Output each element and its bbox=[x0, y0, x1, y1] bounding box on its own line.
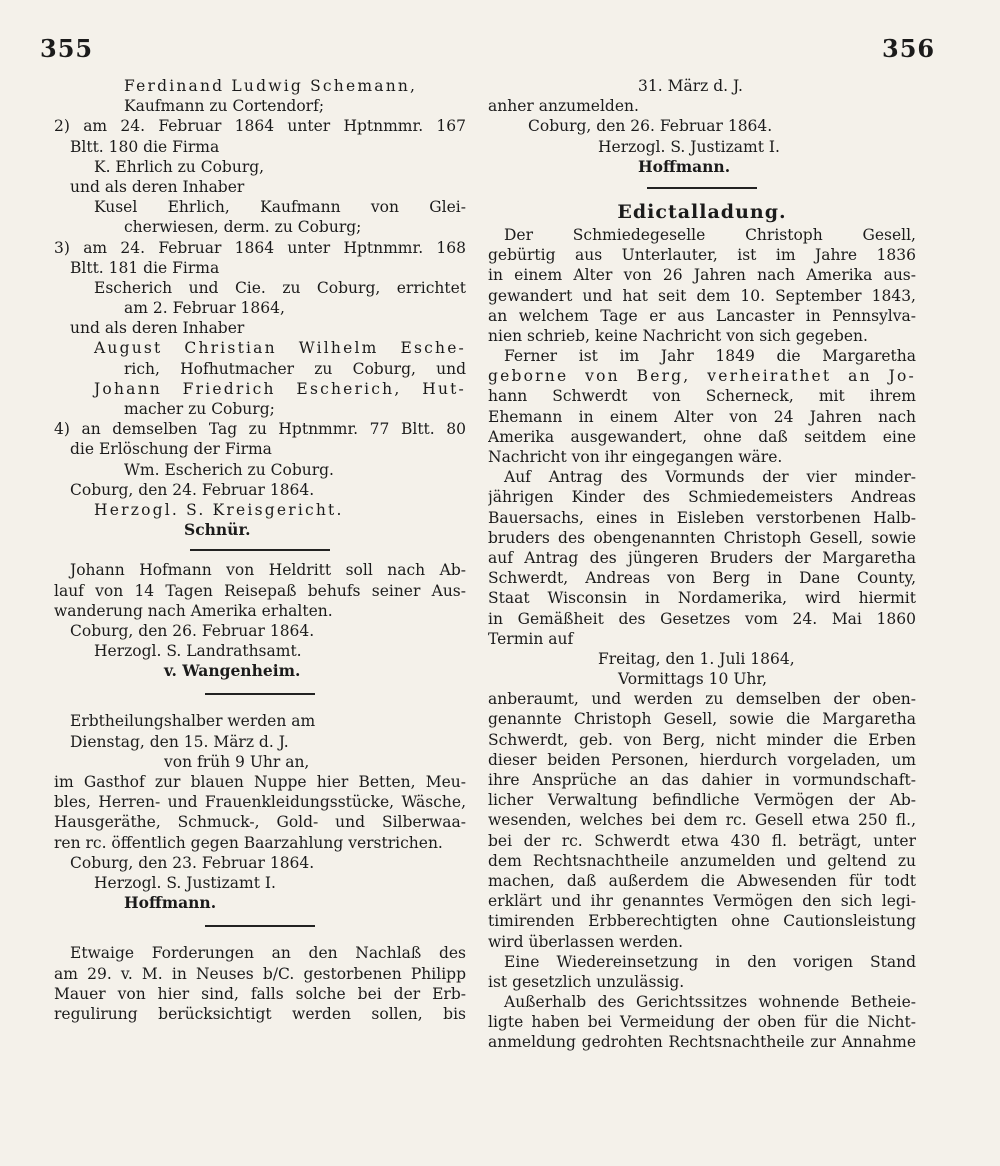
text-line: Ferner ist im Jahr 1849 die Margaretha bbox=[504, 347, 916, 366]
text-line: macher zu Coburg; bbox=[124, 400, 275, 418]
text-line: geborne von Berg, verheirathet an Jo- bbox=[488, 367, 916, 386]
text-line: Schnür. bbox=[184, 520, 251, 540]
text-line: Staat Wisconsin in Nordamerika, wird hiermit bbox=[488, 589, 916, 608]
auction-notice bbox=[54, 711, 466, 913]
text-line: Erbtheilungshalber werden am bbox=[70, 712, 316, 731]
claims-deadline: 31. März d. J. bbox=[638, 77, 743, 95]
notice-date: Coburg, den 26. Februar 1864. bbox=[70, 621, 315, 640]
text-line: 4) an demselben Tag zu Hptnmmr. 77 Bltt. 80 bbox=[54, 420, 466, 439]
text-line: und als deren Inhaber bbox=[70, 177, 245, 196]
text-line: erklärt und ihr genanntes Vermögen den sich legi- bbox=[488, 892, 916, 911]
text-line: am 2. Februar 1864, bbox=[124, 299, 285, 318]
text-line: und als deren Inhaber bbox=[70, 319, 245, 338]
text-line: die Erlöschung der Firma bbox=[70, 440, 272, 459]
text-line: ren rc. öffentlich gegen Baarzahlung verstrichen. bbox=[54, 833, 443, 852]
text-line: ihre Ansprüche an das dahier in vormundschaft- bbox=[488, 771, 916, 789]
text-line: auf Antrag des jüngeren Bruders der Margaretha bbox=[488, 548, 916, 567]
text-line: dem Rechtsnachtheile anzumelden und geltend zu bbox=[488, 851, 916, 870]
text-line: gebürtig aus Unterlauter, ist im Jahre 1836 bbox=[488, 246, 916, 265]
claims-line: anher anzumelden. bbox=[488, 97, 639, 116]
text-line: Eine Wiedereinsetzung in den vorigen Stand bbox=[504, 952, 916, 971]
notice-office: Herzogl. S. Landrathsamt. bbox=[94, 642, 302, 661]
commercial-register-entries bbox=[54, 76, 466, 540]
claims-notice-continued bbox=[488, 76, 916, 177]
text-line: Ferdinand Ludwig Schemann, bbox=[124, 77, 418, 95]
text-line: Außerhalb des Gerichtssitzes wohnende Betheie- bbox=[504, 993, 916, 1012]
text-line: bles, Herren- und Frauenkleidungsstücke, Wäsche, bbox=[54, 793, 466, 812]
text-line: Bauersachs, eines in Eisleben verstorbenen Halb- bbox=[488, 508, 916, 527]
text-line: Vormittags 10 Uhr, bbox=[618, 670, 767, 689]
notice-line: wanderung nach Amerika erhalten. bbox=[54, 601, 333, 620]
claims-line: Mauer von hier sind, falls solche bei der Erb- bbox=[54, 984, 466, 1003]
notice-line: Johann Hofmann von Heldritt soll nach Ab- bbox=[70, 561, 466, 580]
text-line: im Gasthof zur blauen Nuppe hier Betten, Meu- bbox=[54, 773, 466, 791]
text-line: anberaumt, und werden zu demselben der oben- bbox=[488, 690, 916, 709]
text-line: machen, daß außerdem die Abwesenden für todt bbox=[488, 871, 916, 890]
text-line: bruders des obengenannten Christoph Gesell, sowie bbox=[488, 528, 916, 547]
text-line: cherwiesen, derm. zu Coburg; bbox=[124, 218, 362, 237]
text-line: ligte haben bei Vermeidung der oben für die Nicht- bbox=[488, 1013, 916, 1032]
text-line: Kusel Ehrlich, Kaufmann von Glei- bbox=[94, 198, 466, 217]
text-line: Johann Friedrich Escherich, Hut- bbox=[94, 379, 466, 398]
text-line: Escherich und Cie. zu Coburg, errichtet bbox=[94, 278, 466, 297]
text-line: Schwerdt, geb. von Berg, nicht minder die Erben bbox=[488, 730, 916, 749]
text-line: Kaufmann zu Cortendorf; bbox=[124, 97, 325, 116]
auction-signature: Hoffmann. bbox=[124, 893, 217, 913]
text-line: wird überlassen werden. bbox=[488, 932, 684, 951]
text-line: genannte Christoph Gesell, sowie die Margaretha bbox=[488, 710, 916, 729]
text-line: Amerika ausgewandert, ohne daß seitdem eine bbox=[488, 427, 916, 446]
text-line: Ehemann in einem Alter von 24 Jahren nach bbox=[488, 407, 916, 426]
notice-signature: v. Wangenheim. bbox=[164, 661, 301, 681]
right-column bbox=[488, 76, 916, 1053]
section-divider bbox=[647, 187, 757, 189]
notice-line: lauf von 14 Tagen Reisepaß behufs seiner Aus- bbox=[54, 581, 466, 600]
text-line: nien schrieb, keine Nachricht von sich gegeben. bbox=[488, 326, 868, 345]
text-line: Wm. Escherich zu Coburg. bbox=[124, 460, 334, 479]
text-line: 3) am 24. Februar 1864 unter Hptnmmr. 168 bbox=[54, 238, 466, 257]
text-line: in Gemäßheit des Gesetzes vom 24. Mai 1860 bbox=[488, 609, 916, 628]
text-line: wesenden, welches bei dem rc. Gesell etwa 250 fl., bbox=[488, 811, 916, 830]
text-line: Hausgeräthe, Schmuck-, Gold- und Silberwaa- bbox=[54, 813, 466, 832]
auction-office: Herzogl. S. Justizamt I. bbox=[94, 873, 276, 892]
text-line: Coburg, den 24. Februar 1864. bbox=[70, 480, 315, 499]
text-line: an welchem Tage er aus Lancaster in Pennsylva- bbox=[488, 306, 916, 325]
text-line: Freitag, den 1. Juli 1864, bbox=[598, 649, 795, 668]
text-line: licher Verwaltung befindliche Vermögen der Ab- bbox=[488, 791, 916, 810]
text-line: hann Schwerdt von Scherneck, mit ihrem bbox=[488, 387, 916, 406]
text-line: dieser beiden Personen, hierdurch vorgeladen, um bbox=[488, 750, 916, 769]
auction-date: Coburg, den 23. Februar 1864. bbox=[70, 853, 315, 872]
edictal-summons-title: Edictalladung. bbox=[617, 200, 787, 223]
text-line: ist gesetzlich unzulässig. bbox=[488, 972, 685, 991]
page-number-left: 355 bbox=[40, 34, 94, 63]
text-line: rich, Hofhutmacher zu Coburg, und bbox=[124, 359, 466, 378]
text-line: timirenden Erbberechtigten ohne Cautionsleistung bbox=[488, 912, 916, 931]
text-line: Auf Antrag des Vormunds der vier minder- bbox=[504, 468, 916, 487]
text-line: in einem Alter von 26 Jahren nach Amerika aus- bbox=[488, 266, 916, 285]
claims-date: Coburg, den 26. Februar 1864. bbox=[528, 117, 773, 136]
section-divider bbox=[205, 925, 315, 927]
auction-notice-text bbox=[54, 711, 466, 852]
text-line: Herzogl. S. Kreisgericht. bbox=[94, 500, 344, 519]
claims-office: Herzogl. S. Justizamt I. bbox=[598, 137, 780, 156]
text-line: Nachricht von ihr eingegangen wäre. bbox=[488, 448, 783, 466]
text-line: Dienstag, den 15. März d. J. bbox=[70, 732, 289, 751]
page-number-right: 356 bbox=[882, 34, 936, 63]
edictal-summons bbox=[488, 199, 916, 1053]
text-line: Schwerdt, Andreas von Berg in Dane County, bbox=[488, 569, 916, 588]
claims-signature: Hoffmann. bbox=[638, 156, 731, 176]
section-divider bbox=[205, 693, 315, 695]
text-line: jährigen Kinder des Schmiedemeisters Andreas bbox=[488, 488, 916, 507]
claims-line: Etwaige Forderungen an den Nachlaß des bbox=[70, 944, 466, 963]
claims-notice bbox=[54, 943, 466, 1024]
text-line: August Christian Wilhelm Esche- bbox=[94, 339, 466, 358]
text-line: 2) am 24. Februar 1864 unter Hptnmmr. 167 bbox=[54, 117, 466, 136]
claims-line: regulirung berücksichtigt werden sollen, bis bbox=[54, 1004, 466, 1023]
emigration-notice bbox=[54, 560, 466, 681]
text-line: gewandert und hat seit dem 10. September 1843, bbox=[488, 286, 916, 305]
text-line: anmeldung gedrohten Rechtsnachtheile zur Annahme bbox=[488, 1033, 916, 1052]
left-column bbox=[54, 76, 466, 1024]
claims-line: am 29. v. M. in Neuses b/C. gestorbenen Philipp bbox=[54, 964, 466, 983]
text-line: Der Schmiedegeselle Christoph Gesell, bbox=[504, 225, 916, 244]
section-divider bbox=[190, 549, 330, 551]
text-line: Bltt. 181 die Firma bbox=[70, 258, 220, 277]
edictal-summons-text bbox=[488, 225, 916, 1053]
text-line: bei der rc. Schwerdt etwa 430 fl. beträgt, unter bbox=[488, 831, 916, 850]
text-line: K. Ehrlich zu Coburg, bbox=[94, 157, 265, 176]
text-line: von früh 9 Uhr an, bbox=[164, 752, 310, 771]
text-line: Bltt. 180 die Firma bbox=[70, 137, 220, 156]
text-line: Termin auf bbox=[488, 629, 574, 648]
